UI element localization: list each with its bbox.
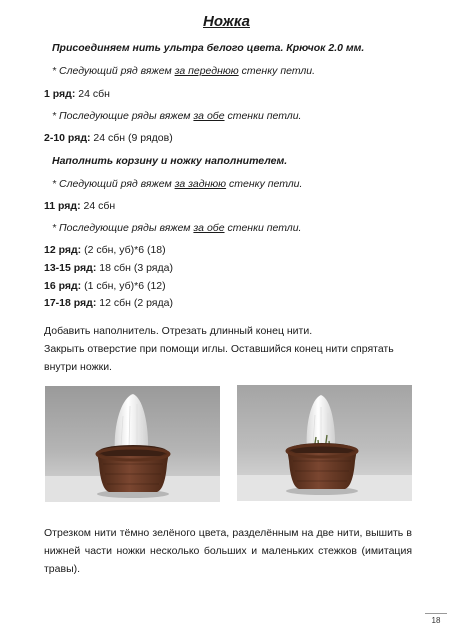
row-17-18: 17-18 ряд: 12 сбн (2 ряда) — [44, 297, 173, 309]
instruction-embroider-grass: Отрезком нити тёмно зелёного цвета, разделённым на две нити, вышить в нижней части ножки несколько больших и маленьких стежков (имитация травы). — [44, 527, 412, 575]
row-2-10: 2-10 ряд: 24 сбн (9 рядов) — [44, 132, 173, 144]
page-number: 18 — [431, 616, 441, 625]
instruction-close-hole: Закрыть отверстие при помощи иглы. Оставшийся конец нити спрятать внутри ножки. — [44, 343, 394, 373]
row-11: 11 ряд: 24 сбн — [44, 200, 116, 212]
page-title: Ножка — [203, 13, 250, 30]
row-16: 16 ряд: (1 сбн, уб)*6 (12) — [44, 280, 166, 292]
row-1: 1 ряд: 24 сбн — [44, 88, 110, 100]
footer-divider — [425, 613, 447, 614]
fill-note: Наполнить корзину и ножку наполнителем. — [52, 155, 288, 167]
photo-stem-with-grass — [237, 385, 412, 501]
intro-text: Присоединяем нить ультра белого цвета. Крючок 2.0 мм. — [52, 42, 365, 54]
instruction-add-filler: Добавить наполнитель. Отрезать длинный конец нити. — [44, 325, 313, 337]
row-13-15: 13-15 ряд: 18 сбн (3 ряда) — [44, 262, 173, 274]
note-both-loops-1: * Последующие ряды вяжем за обе стенки петли. — [52, 110, 302, 122]
photo-stem-front — [45, 386, 220, 502]
row-12: 12 ряд: (2 сбн, уб)*6 (18) — [44, 244, 166, 256]
note-front-loop: * Следующий ряд вяжем за переднюю стенку петли. — [52, 65, 316, 77]
note-back-loop: * Следующий ряд вяжем за заднюю стенку петли. — [52, 178, 303, 190]
note-both-loops-2: * Последующие ряды вяжем за обе стенки петли. — [52, 222, 302, 234]
